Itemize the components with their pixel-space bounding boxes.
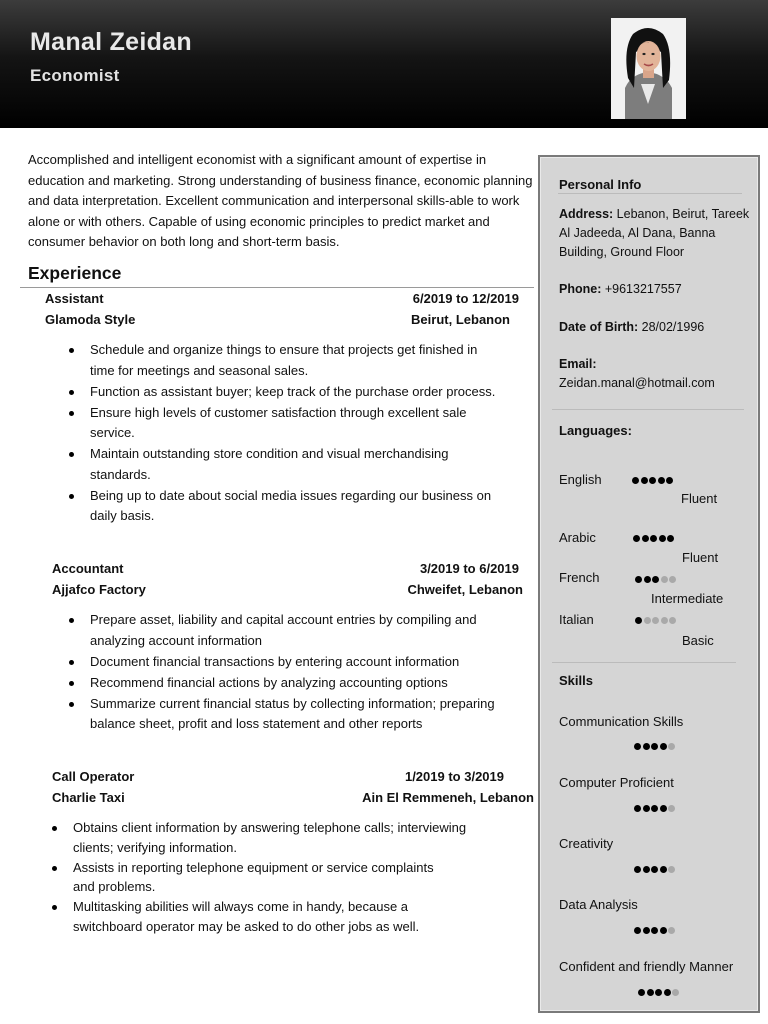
skill-rating <box>634 866 675 873</box>
job-bullet: Schedule and organize things to ensure that projects get finished in time for meetings and seasonal sales. <box>45 340 519 381</box>
sidebar-panel <box>538 155 760 1013</box>
language-rating <box>633 535 674 542</box>
rating-dot-empty <box>661 617 668 624</box>
address-value: Lebanon, Beirut, Tareek Al Jadeeda, Al Dana, Banna Building, Ground Floor <box>559 207 750 259</box>
languages-heading: Languages: <box>559 423 632 438</box>
email-label: Email: <box>559 357 597 371</box>
profile-photo-portrait <box>611 18 686 119</box>
rating-dot-filled <box>649 477 656 484</box>
phone-block <box>559 280 682 299</box>
job-entry-accountant <box>52 558 523 735</box>
language-level: Fluent <box>681 491 718 506</box>
address-block <box>559 205 755 262</box>
rating-dot-empty <box>668 866 675 873</box>
job-bullet: Summarize current financial status by collecting information; preparing balance sheet, profit and loss statement and other reports <box>45 694 519 735</box>
dob-block <box>559 318 704 337</box>
phone-value: +9613217557 <box>604 282 682 296</box>
language-name: Arabic <box>559 530 596 545</box>
language-level: Basic <box>682 633 714 648</box>
job-bullet-list <box>52 818 504 936</box>
rating-dot-filled <box>664 989 671 996</box>
job-dates: 6/2019 to 12/2019 <box>412 291 519 306</box>
rating-dot-filled <box>634 866 641 873</box>
job-dates: 1/2019 to 3/2019 <box>404 769 504 784</box>
rating-dot-filled <box>632 477 639 484</box>
job-location: Ain El Remmeneh, Lebanon <box>362 790 534 805</box>
languages-divider <box>552 409 744 410</box>
profile-summary: Accomplished and intelligent economist with a significant amount of expertise in education and marketing. Strong understanding of business finance, economic planning and data interpretation. Excellent communication and interpersonal skills-able to work alone or with others. Capable of using economic principles to predict market and consumer behavior on both long and short-term basis. <box>28 152 533 249</box>
job-bullet-list <box>45 340 519 527</box>
language-name: Italian <box>559 612 594 627</box>
job-location: Beirut, Lebanon <box>411 312 510 327</box>
skills-divider <box>552 662 736 663</box>
rating-dot-filled <box>660 805 667 812</box>
rating-dot-filled <box>634 927 641 934</box>
job-bullet: Ensure high levels of customer satisfaction through excellent sale service. <box>45 403 519 444</box>
rating-dot-filled <box>660 927 667 934</box>
job-bullet: Recommend financial actions by analyzing accounting options <box>45 673 519 694</box>
rating-dot-filled <box>650 535 657 542</box>
rating-dot-filled <box>635 617 642 624</box>
personal-info-heading: Personal Info <box>559 177 642 192</box>
job-company: Glamoda Style <box>45 312 136 327</box>
job-bullet: Prepare asset, liability and capital account entries by compiling and analyzing account information <box>45 610 519 651</box>
rating-dot-filled <box>638 989 645 996</box>
job-company: Charlie Taxi <box>52 790 125 805</box>
rating-dot-empty <box>661 576 668 583</box>
rating-dot-empty <box>652 617 659 624</box>
language-name: French <box>559 570 600 585</box>
rating-dot-filled <box>651 866 658 873</box>
skill-rating <box>638 989 679 996</box>
job-role: Call Operator <box>52 769 135 784</box>
skill-name: Creativity <box>559 836 614 851</box>
job-bullet: Document financial transactions by entering account information <box>45 652 519 673</box>
email-block <box>559 355 715 393</box>
job-bullet: Function as assistant buyer; keep track of the purchase order process. <box>45 382 519 403</box>
rating-dot-filled <box>651 927 658 934</box>
language-rating <box>635 576 676 583</box>
skills-heading: Skills <box>559 673 593 688</box>
skill-rating <box>634 927 675 934</box>
rating-dot-empty <box>672 989 679 996</box>
job-bullet-list <box>45 610 519 735</box>
job-entry-call-operator <box>52 766 534 937</box>
phone-label: Phone: <box>559 282 602 296</box>
rating-dot-filled <box>651 743 658 750</box>
job-company: Ajjafco Factory <box>52 582 146 597</box>
header-banner <box>0 0 768 128</box>
profile-photo <box>611 18 686 119</box>
rating-dot-filled <box>658 477 665 484</box>
candidate-title: Economist <box>30 66 120 85</box>
skill-rating <box>634 805 675 812</box>
address-label: Address: <box>559 207 614 221</box>
rating-dot-filled <box>660 866 667 873</box>
job-bullet: Maintain outstanding store condition and visual merchandising standards. <box>45 444 519 485</box>
dob-label: Date of Birth: <box>559 320 639 334</box>
rating-dot-filled <box>633 535 640 542</box>
rating-dot-filled <box>660 743 667 750</box>
dob-value: 28/02/1996 <box>641 320 705 334</box>
job-dates: 3/2019 to 6/2019 <box>419 561 519 576</box>
rating-dot-filled <box>659 535 666 542</box>
job-bullet: Assists in reporting telephone equipment or service complaints and problems. <box>52 858 504 897</box>
rating-dot-filled <box>641 477 648 484</box>
language-level: Intermediate <box>651 591 724 606</box>
rating-dot-filled <box>635 576 642 583</box>
skill-rating <box>634 743 675 750</box>
rating-dot-filled <box>643 866 650 873</box>
rating-dot-empty <box>669 576 676 583</box>
job-bullet: Obtains client information by answering telephone calls; interviewing clients; verifying information. <box>52 818 504 857</box>
email-value[interactable]: Zeidan.manal@hotmail.com <box>559 376 715 390</box>
rating-dot-empty <box>668 805 675 812</box>
rating-dot-filled <box>667 535 674 542</box>
language-rating <box>635 617 676 624</box>
rating-dot-empty <box>668 743 675 750</box>
language-name: English <box>559 472 602 487</box>
skill-name: Communication Skills <box>559 714 684 729</box>
rating-dot-filled <box>643 927 650 934</box>
job-role: Accountant <box>52 561 124 576</box>
job-location: Chweifet, Lebanon <box>407 582 523 597</box>
rating-dot-filled <box>643 805 650 812</box>
rating-dot-filled <box>634 805 641 812</box>
job-entry-assistant <box>45 288 519 527</box>
rating-dot-empty <box>669 617 676 624</box>
experience-heading: Experience <box>28 263 122 283</box>
candidate-name: Manal Zeidan <box>30 28 192 56</box>
rating-dot-empty <box>668 927 675 934</box>
language-rating <box>632 477 673 484</box>
skill-name: Data Analysis <box>559 897 638 912</box>
rating-dot-filled <box>643 743 650 750</box>
rating-dot-filled <box>642 535 649 542</box>
job-bullet: Being up to date about social media issues regarding our business on daily basis. <box>45 486 519 527</box>
skill-name: Confident and friendly Manner <box>559 959 734 974</box>
rating-dot-filled <box>652 576 659 583</box>
rating-dot-filled <box>644 576 651 583</box>
language-level: Fluent <box>682 550 719 565</box>
job-role: Assistant <box>45 291 104 306</box>
rating-dot-filled <box>651 805 658 812</box>
personal-info-divider <box>558 193 742 194</box>
rating-dot-filled <box>634 743 641 750</box>
job-bullet: Multitasking abilities will always come in handy, because a switchboard operator may be asked to do other jobs as well. <box>52 897 504 936</box>
rating-dot-filled <box>655 989 662 996</box>
rating-dot-filled <box>666 477 673 484</box>
skill-name: Computer Proficient <box>559 775 674 790</box>
rating-dot-filled <box>647 989 654 996</box>
rating-dot-empty <box>644 617 651 624</box>
